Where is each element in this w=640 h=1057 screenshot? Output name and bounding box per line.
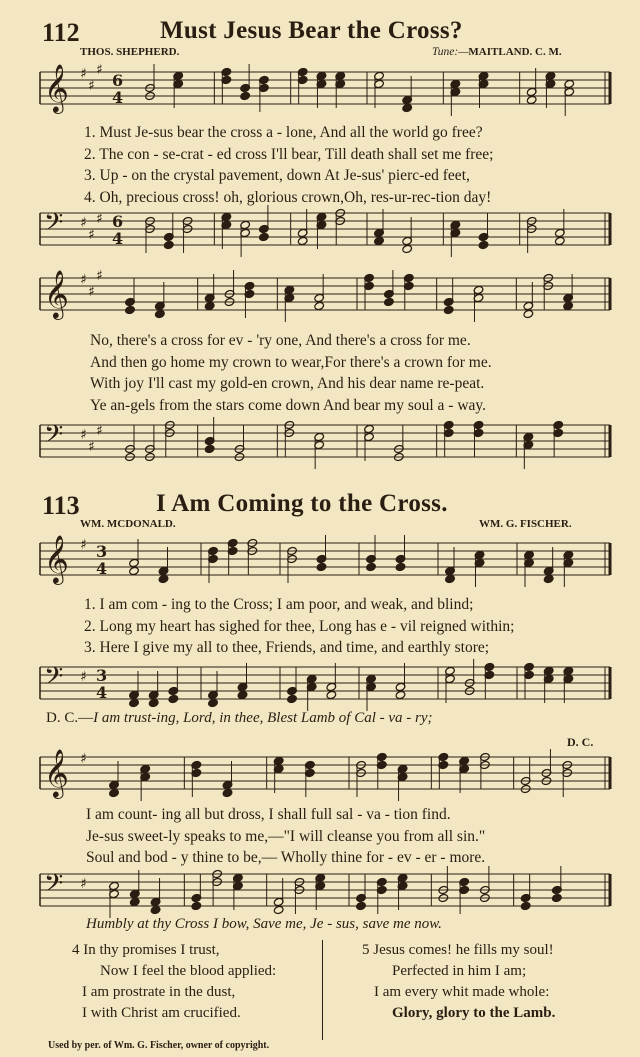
svg-text:4: 4 (96, 559, 108, 578)
verse-line: I am prostrate in the dust, (82, 984, 236, 1000)
author-credit: THOS. SHEPHERD. (80, 46, 180, 58)
verse-4 (72, 940, 276, 1024)
composer-credit: WM. G. FISCHER. (479, 518, 572, 530)
svg-text:𝄢: 𝄢 (44, 208, 64, 243)
svg-text:♯: ♯ (80, 427, 87, 443)
lyric-line: 1. I am com - ing to the Cross; I am poor, and weak, and blind; (84, 596, 474, 613)
svg-text:6: 6 (112, 212, 124, 231)
svg-text:♯: ♯ (96, 268, 103, 284)
svg-text:♯: ♯ (80, 537, 87, 553)
svg-text:6: 6 (112, 71, 124, 90)
bass-staff (0, 657, 640, 715)
dc-prefix: D. C.— (46, 710, 94, 726)
tune-credit (432, 46, 562, 58)
verse-line: Glory, glory to the Lamb. (392, 1005, 556, 1021)
verse-line: 5 Jesus comes! he fills my soul! (362, 942, 554, 958)
dc-lyric: I am trust-ing, Lord, in thee, Blest Lamb of Cal - va - ry; (93, 710, 433, 726)
svg-text:♯: ♯ (88, 439, 95, 455)
svg-text:♯: ♯ (80, 751, 87, 767)
svg-text:𝄢: 𝄢 (44, 662, 64, 697)
lyric-line: 1. Must Je-sus bear the cross a - lone, And all the world go free? (84, 124, 483, 141)
bass-staff (0, 415, 640, 473)
svg-text:♯: ♯ (80, 876, 87, 892)
svg-text:𝄢: 𝄢 (44, 420, 64, 455)
column-divider (322, 940, 323, 1040)
tune-label: Tune:— (432, 46, 469, 58)
verse-line: 4 In thy promises I trust, (72, 942, 220, 958)
lyric-line: 3. Here I give my all to thee, Friends, and time, and earthly store; (84, 639, 490, 656)
verse-lines-second (86, 804, 485, 869)
lyric-line: 4. Oh, precious cross! oh, glorious crown,Oh, res-ur-rec-tion day! (84, 188, 492, 206)
svg-text:4: 4 (112, 88, 124, 107)
treble-staff (0, 268, 640, 326)
bass-staff (0, 864, 640, 922)
lyric-line: Soul and bod - y thine to be,— Wholly thine for - ev - er - more. (86, 849, 486, 866)
svg-text:𝄞: 𝄞 (44, 748, 69, 797)
svg-text:𝄢: 𝄢 (44, 869, 64, 904)
svg-text:𝄞: 𝄞 (44, 534, 69, 583)
svg-text:4: 4 (96, 683, 108, 702)
svg-text:♯: ♯ (96, 62, 103, 78)
treble-staff (0, 533, 640, 591)
verse-lines-first (84, 594, 514, 659)
verse-5 (362, 940, 555, 1024)
svg-text:♯: ♯ (80, 66, 87, 82)
svg-text:♯: ♯ (96, 211, 103, 227)
dc-line (46, 710, 433, 727)
svg-text:3: 3 (96, 542, 108, 561)
verse-line: Now I feel the blood applied: (100, 963, 277, 979)
copyright-note: Used by per. of Wm. G. Fischer, owner of copyright. (48, 1040, 270, 1051)
verse-lines-second (90, 330, 492, 416)
svg-text:♯: ♯ (80, 669, 87, 685)
treble-staff (0, 747, 640, 805)
svg-text:3: 3 (96, 666, 108, 685)
dc-marker: D. C. (567, 735, 594, 749)
hymn-title: I Am Coming to the Cross. (156, 490, 448, 517)
hymn-title: Must Jesus Bear the Cross? (160, 17, 463, 44)
svg-text:♯: ♯ (88, 284, 95, 300)
lyric-line: Ye an-gels from the stars come down And bear my soul a - way. (90, 396, 487, 414)
lyric-line: No, there's a cross for ev - 'ry one, And there's a cross for me. (90, 332, 471, 349)
svg-text:4: 4 (112, 229, 124, 248)
lyric-line: Je-sus sweet-ly speaks to me,—"I will cleanse you from all sin." (86, 827, 486, 845)
svg-text:♯: ♯ (88, 227, 95, 243)
lyric-line: I am count- ing all but dross, I shall full sal - va - tion find. (86, 806, 451, 823)
treble-staff (0, 62, 640, 120)
svg-text:♯: ♯ (96, 423, 103, 439)
author-credit: WM. MCDONALD. (80, 518, 176, 530)
svg-text:𝄞: 𝄞 (44, 269, 69, 318)
verse-line: I am every whit made whole: (374, 984, 550, 1000)
refrain-line: Humbly at thy Cross I bow, Save me, Je - sus, save me now. (86, 916, 442, 932)
hymn-number: 113 (42, 491, 80, 520)
lyric-line: 2. The con - se-crat - ed cross I'll bear, Till death shall set me free; (84, 145, 494, 163)
lyric-line: 2. Long my heart has sighed for thee, Long has e - vil reigned within; (84, 617, 515, 635)
lyric-line: With joy I'll cast my gold-en crown, And his dear name re-peat. (90, 375, 485, 392)
svg-text:♯: ♯ (80, 215, 87, 231)
svg-text:♯: ♯ (88, 78, 95, 94)
verse-line: I with Christ am crucified. (82, 1005, 241, 1021)
lyric-line: 3. Up - on the crystal pavement, down At Je-sus' pierc-ed feet, (84, 167, 470, 184)
svg-text:𝄞: 𝄞 (44, 63, 69, 112)
bass-staff (0, 203, 640, 261)
hymn-number: 112 (42, 18, 80, 47)
svg-text:♯: ♯ (80, 272, 87, 288)
verse-lines-first (84, 122, 494, 208)
lyric-line: And then go home my crown to wear,For there's a crown for me. (90, 353, 492, 371)
verse-line: Perfected in him I am; (392, 963, 527, 979)
tune-name: MAITLAND. C. M. (468, 46, 562, 58)
